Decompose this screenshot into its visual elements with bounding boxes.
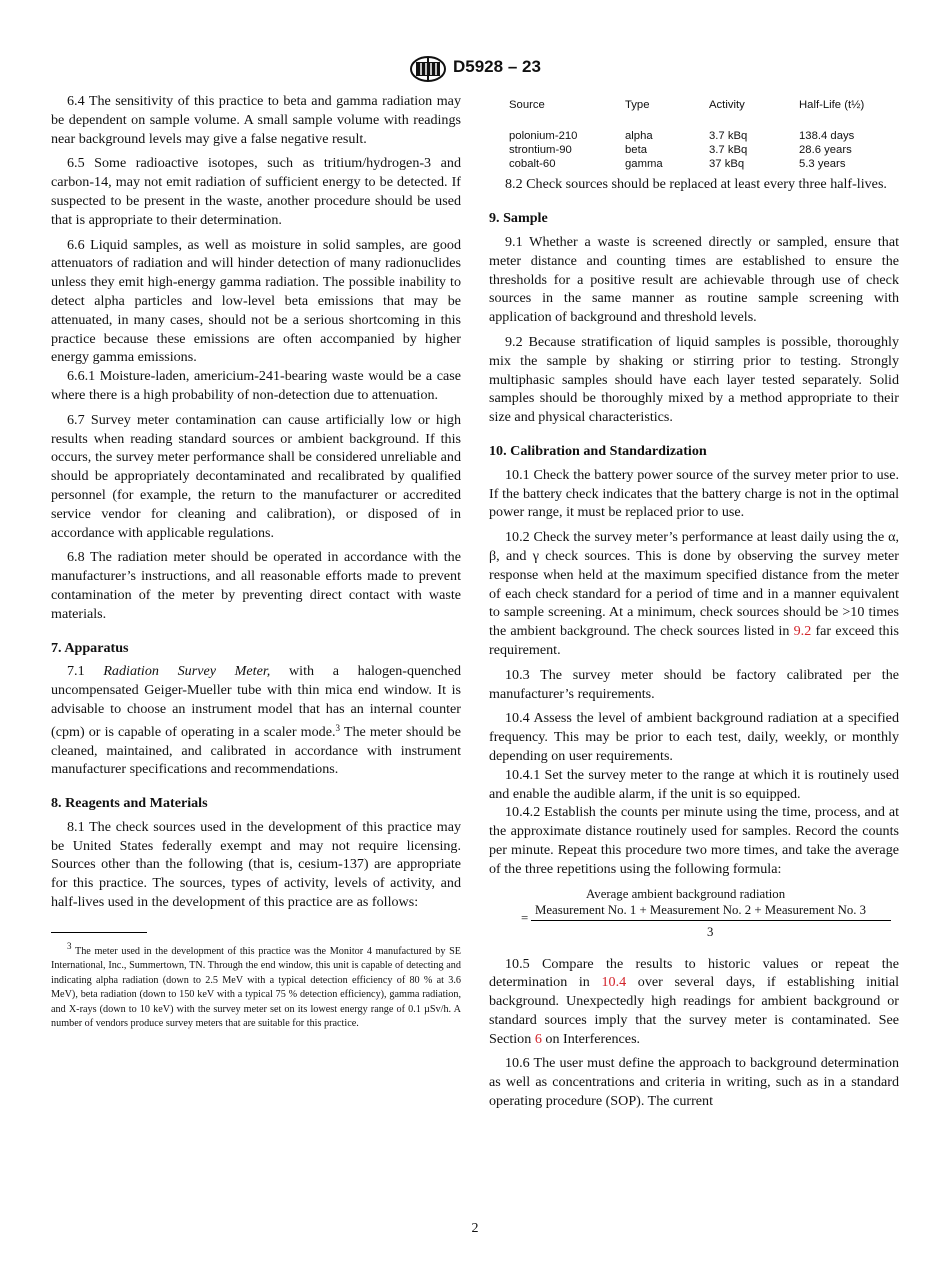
right-column — [489, 96, 899, 1117]
paragraph-10-6: 10.6 The user must define the approach to background determination as well as concentrations and criteria in writing, such as in a standard operating procedure (SOP). The current — [489, 1055, 899, 1110]
section-heading-9: 9. Sample — [489, 210, 548, 227]
paragraph-6-7: 6.7 Survey meter contamination can cause artificially low or high results when reading standard sources or ambient background. If this occurs, the survey meter performance shall be considered unreliable and should be appropriately decontaminated and recalibrated by qualified personnel (for example, the return to the manufacturer or accredited service vendor for cleaning and calibration), or disposed of in accordance with applicable regulations. — [51, 411, 461, 541]
paragraph-10-4: 10.4 Assess the level of ambient background radiation at a specified frequency. This may be prior to each test, daily, weekly, or monthly depending on user requirements. — [489, 710, 899, 764]
paragraph-8-2: 8.2 Check sources should be replaced at least every three half-lives. — [505, 176, 887, 193]
table-cell: 5.3 years — [799, 158, 846, 171]
paragraph-6-6: 6.6 Liquid samples, as well as moisture in solid samples, are good attenuators of radiation and will hinder detection of many radionuclides unless they emit high-energy gamma radiation. The possible inability to detect alpha particles and low-level beta emissions that may be attenuated, in many cases, should not be a serious shortcoming in this practice because these emissions are often accompanied by higher energy gamma emissions. — [51, 236, 461, 366]
formula-equals: = — [521, 910, 529, 925]
check-sources-table — [489, 96, 899, 171]
table-cell: gamma — [625, 158, 663, 171]
formula-denominator: 3 — [707, 924, 714, 939]
table-row — [489, 157, 899, 171]
link-section-10-4[interactable]: 10.4 — [601, 974, 627, 991]
link-section-6[interactable]: 6 — [534, 1030, 542, 1047]
page-header — [0, 56, 950, 82]
footnote-ref[interactable]: 3 — [335, 722, 340, 733]
section-heading-10: 10. Calibration and Standardization — [489, 442, 707, 459]
table-cell: polonium-210 — [509, 129, 578, 142]
table-cell: 138.4 days — [799, 129, 855, 142]
table-cell: strontium-90 — [509, 144, 572, 156]
formula-numerator: Measurement No. 1 + Measurement No. 2 + Measurement No. 3 — [535, 902, 867, 917]
paragraph-9-1: 9.1 Whether a waste is screened directly or sampled, ensure that meter distance and counting times are established to ensure the thresholds for a positive result are achievable through use of check sources in the same manner as routine sample screening with application of background and threshold levels. — [489, 234, 899, 326]
paragraph-6-5: 6.5 Some radioactive isotopes, such as tritium/hydrogen-3 and carbon-14, may not emit radiation of sufficient energy to be detected. If suspected to be present in the waste, another procedure should be used that is appropriate to their determination. — [51, 155, 461, 228]
column-header-source: Source — [509, 99, 545, 111]
section-heading-7: 7. Apparatus — [51, 639, 129, 656]
paragraph-10-1: 10.1 Check the battery power source of the survey meter prior to use. If the battery check indicates that the battery charge is not in the optimal power range, it must be replaced prior to use. — [489, 466, 899, 521]
paragraph-10-4-2: 10.4.2 Establish the counts per minute using the time, process, and at the approximate distance routinely used for samples. Record the counts per minute. Repeat this procedure two more times, and take the average of the three repetitions using the following formula: — [489, 804, 899, 877]
formula-label: Average ambient background radiation — [586, 886, 786, 901]
term-radiation-survey-meter: Radiation Survey Meter, — [103, 663, 271, 680]
page-number: 2 — [471, 1221, 479, 1236]
paragraph-10-2: 10.2 Check the survey meter’s performance at least daily using the α, β, and γ check sources. This is done by observing the survey meter response when held at the maximum specified distance from the meter of each check standard for a period of time and in a manner equivalent to sample screening. At a minimum, check sources should be >10 times the ambient background. The check sources listed in 9.2 far exceed this requirement. — [489, 529, 900, 658]
paragraph-7-1: 7.1 Radiation Survey Meter, with a halogen-quenched uncompensated Geiger-Mueller tube with thin mica end window. It is advisable to choose an instrument model that has an internal counter (cpm) or is capable of operating in a scaler mode.$^3$ The meter should be cleaned, maintained, and calibrated in accordance with instrument manufacturer specifications and recommendations. — [51, 663, 461, 778]
paragraph-10-3: 10.3 The survey meter should be factory calibrated per the manufacturer’s requirements. — [489, 666, 899, 702]
left-column — [51, 92, 461, 1031]
paragraph-6-4: 6.4 The sensitivity of this practice to beta and gamma radiation may be dependent on sample volume. A small sample volume with readings near background levels may give a false negative result. — [51, 93, 461, 147]
paragraph-6-6-1: 6.6.1 Moisture-laden, americium-241-bearing waste would be a case where there is a high probability of non-detection due to attenuation. — [51, 368, 461, 403]
footnote: 3 The meter used in the development of this practice was the Monitor 4 manufactured by SE International, Inc., Summertown, TN. Through the end window, this unit is capable of detecting and indicating alpha radiation (down to 2.5 MeV with a typical detection efficiency of 80 % at 3.6 MeV), beta radiation (down to 150 keV with a typical 75 % detection efficiency), gamma radiation, and X-rays (down to 10 keV) with the survey meter set on its lowest energy range of 0.1 µSv/h. A number of vendors produce survey meters that are suitable for this practice. — [51, 940, 461, 1029]
paragraph-6-8: 6.8 The radiation meter should be operated in accordance with the manufacturer’s instructions, and all reasonable efforts made to prevent contamination of the meter by preventing direct contact with waste materials. — [51, 549, 461, 622]
table-row — [489, 129, 899, 143]
astm-logo-icon — [409, 56, 447, 82]
link-section-9-2[interactable]: 9.2 — [793, 623, 812, 640]
table-cell: cobalt-60 — [509, 158, 556, 171]
footnote-divider — [51, 932, 147, 933]
average-background-formula — [489, 885, 899, 945]
table-row — [489, 143, 899, 157]
table-cell: 3.7 kBq — [709, 129, 748, 142]
section-heading-8: 8. Reagents and Materials — [51, 795, 208, 812]
table-cell: 3.7 kBq — [709, 144, 748, 156]
paragraph-9-2: 9.2 Because stratification of liquid samples is possible, thoroughly mix the sample by shaking or stirring prior to testing. Strongly multiphasic samples should have each layer tested separately. Solid samples should be thoroughly mixed by a method appropriate to their size and physical characteristics. — [489, 333, 899, 426]
table-cell: alpha — [625, 129, 653, 142]
column-header-half-life: Half-Life (t½) — [799, 99, 865, 111]
table-cell: beta — [625, 144, 647, 156]
paragraph-8-1: 8.1 The check sources used in the development of this practice may be United States federally exempt and may not require licensing. Sources other than the following (that is, cesium-137) are appropriate for this practice. The sources, types of activity, levels of activity, and half-lives used in the development of this practice are as follows: — [51, 818, 461, 911]
fraction-bar — [531, 920, 891, 921]
column-header-activity: Activity — [709, 99, 745, 111]
standard-number: D5928 – 23 — [453, 57, 541, 76]
column-header-type: Type — [625, 99, 650, 111]
table-cell: 37 kBq — [709, 158, 745, 171]
paragraph-10-4-1: 10.4.1 Set the survey meter to the range at which it is routinely used and enable the audible alarm, if the unit is so equipped. — [489, 766, 899, 802]
table-header-row — [489, 96, 899, 129]
table-cell: 28.6 years — [799, 144, 852, 156]
paragraph-10-5: 10.5 Compare the results to historic values or repeat the determination in 10.4 over several days, if establishing initial background. Unexpectedly high readings for ambient background or standard sources imply that the survey meter is contaminated. See Section 6 on Interferences. — [489, 955, 899, 1047]
